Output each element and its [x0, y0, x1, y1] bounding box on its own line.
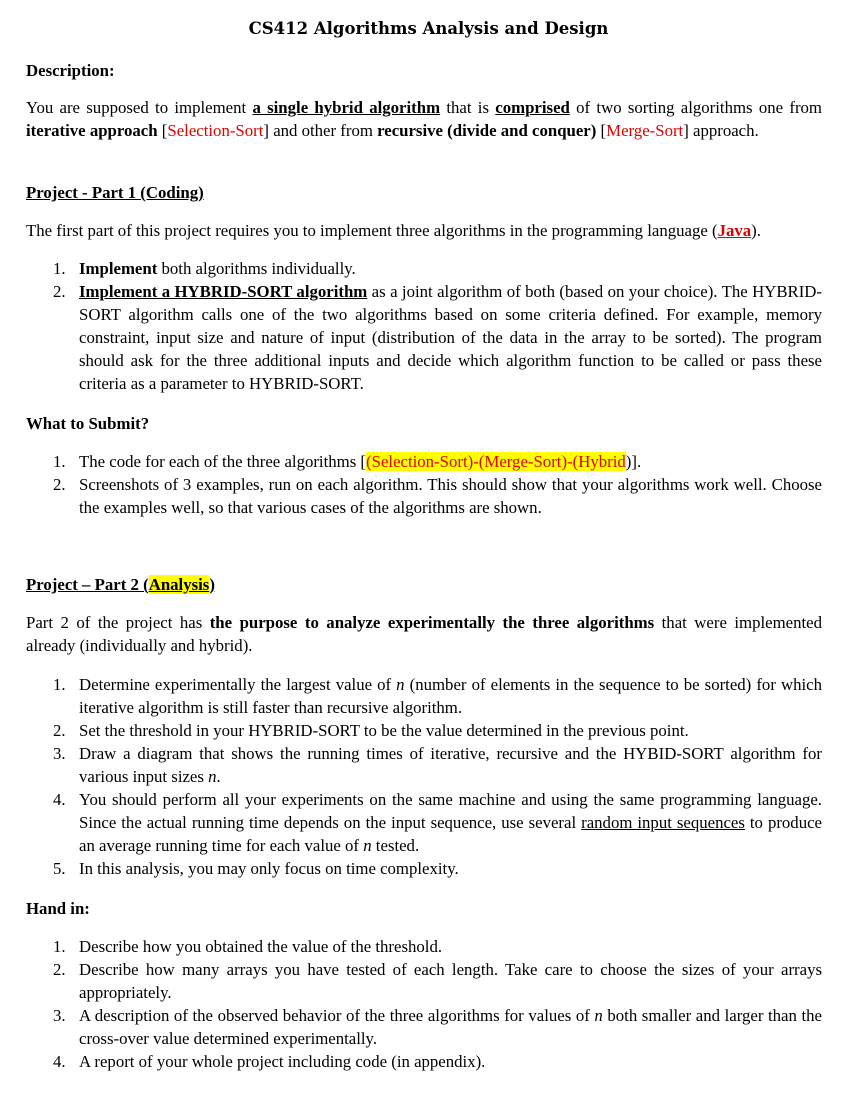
part2-item-5: 5. In this analysis, you may only focus on time complexity. — [53, 859, 459, 878]
handin-item-3: 3. A description of the observed behavior of the three algorithms for values of n both smaller and larger than the cross-over value determined experimentally. — [53, 1006, 822, 1048]
submit-item-1: 1. The code for each of the three algorithms [(Selection-Sort)-(Merge-Sort)-(Hybrid)]. — [53, 452, 642, 471]
handin-item-4: 4. A report of your whole project including code (in appendix). — [53, 1052, 486, 1071]
part2-list — [26, 673, 822, 880]
handin-item-2: 2. Describe how many arrays you have tested of each length. Take care to choose the sizes of your arrays appropriately. — [53, 960, 822, 1002]
part2-item-1: 1. Determine experimentally the largest value of n (number of elements in the sequence to be sorted) for which iterative algorithm is still faster than recursive algorithm. — [53, 675, 822, 717]
part2-item-4: 4. You should perform all your experiments on the same machine and using the same programming language. Since the actual running time depends on the input sequence, use several random input sequences to produce an average running time for each value of n tested. — [53, 790, 822, 855]
handin-item-1: 1. Describe how you obtained the value of the threshold. — [53, 937, 443, 956]
part1-list — [26, 257, 822, 395]
description-heading: Description: — [26, 61, 115, 80]
part1-item-2: 2. Implement a HYBRID-SORT algorithm as a joint algorithm of both (based on your choice). The HYBRID-SORT algorithm calls one of the two algorithms based on some criteria defined. For example, memory constraint, input size and nature of input (distribution of the data in the array to be sorted). The program should ask for the three additional inputs and decide which algorithm function to be called or pass these criteria as a parameter to HYBRID-SORT. — [53, 282, 822, 393]
part1-heading: Project - Part 1 (Coding) — [26, 183, 204, 202]
submit-heading: What to Submit? — [26, 414, 150, 433]
handin-heading: Hand in: — [26, 899, 90, 918]
handin-list — [26, 935, 822, 1073]
part1-intro: The first part of this project requires you to implement three algorithms in the programming language (Java). — [26, 221, 761, 240]
submit-list — [26, 450, 822, 519]
part2-heading: Project – Part 2 (Analysis) — [26, 575, 215, 594]
part1-item-1: 1. Implement both algorithms individually. — [53, 259, 356, 278]
document-title: CS412 Algorithms Analysis and Design — [248, 19, 609, 38]
submit-item-2: 2. Screenshots of 3 examples, run on each algorithm. This should show that your algorithms work well. Choose the examples well, so that various cases of the algorithms are shown. — [53, 475, 822, 517]
part2-item-3: 3. Draw a diagram that shows the running times of iterative, recursive and the HYBID-SORT algorithm for various input sizes n. — [53, 744, 822, 786]
description-paragraph: You are supposed to implement a single hybrid algorithm that is comprised of two sorting algorithms one from iterative approach [Selection-Sort] and other from recursive (divide and conquer) [Merge-Sort] approach. — [26, 98, 822, 140]
part2-item-2: 2. Set the threshold in your HYBRID-SORT to be the value determined in the previous point. — [53, 721, 689, 740]
part2-intro: Part 2 of the project has the purpose to analyze experimentally the three algorithms that were implemented already (individually and hybrid). — [26, 613, 822, 655]
